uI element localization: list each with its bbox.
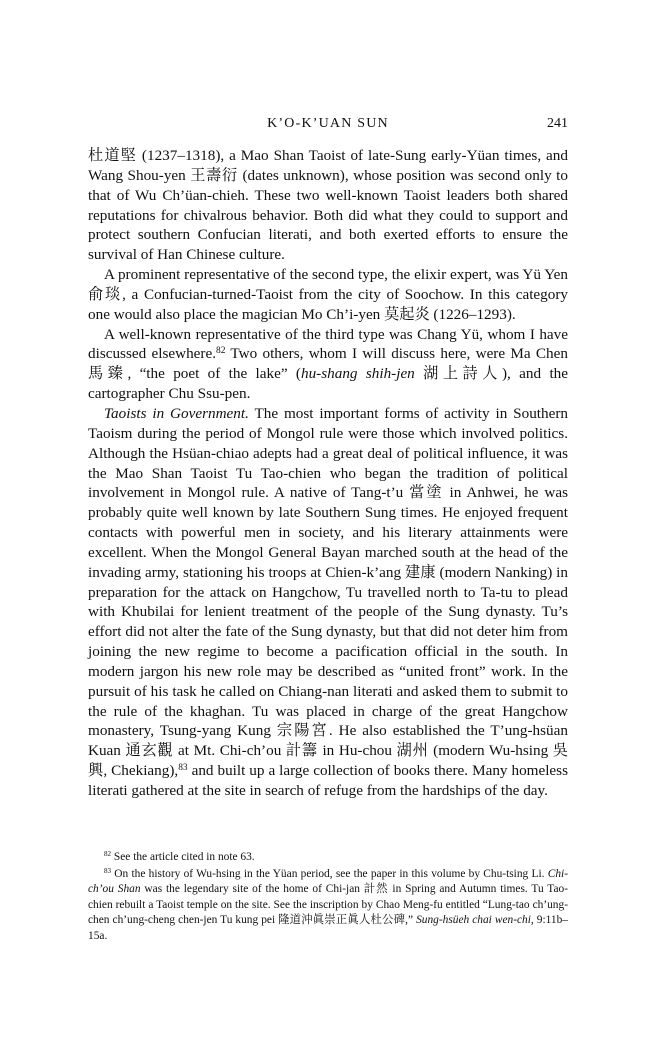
paragraph [88,265,568,325]
note-reference: 83 [178,762,188,773]
footnote [88,850,568,866]
text-run: On the history of Wu-hsing in the Yüan period, see the paper in this volume by Chu-tsing Li. [111,867,548,880]
italic-text: Taoists in Government. [104,404,249,422]
text-run: A well-known representative of the third type was Chang Yü, whom I have discussed elsewhere. [88,325,568,363]
note-reference: 82 [216,346,226,357]
running-head: K’O-K’UAN SUN [267,116,389,131]
text-run: The most important forms of activity in Southern Taoism during the period of Mongol rule were those which involved politics. Although the Hsüan-chiao adepts had a great deal of political influence, it was the Mao Shan Taoist Tu Tao-chien who began the tradition of political involvement in Mongol rule. A native of Tang-t’u 當塗 in Anhwei, he was probably quite well known by late Southern Sung times. He enjoyed frequent contacts with powerful men in society, and his literary attainments were excellent. When the Mongol General Bayan marched south at the head of the invading army, stationing his troops at Chien-k’ang 建康 (modern Nanking) in preparation for the attack on Hangchow, Tu travelled north to Ta-tu to plead with Khubilai for lenient treatment of the people of the Sung dynasty. Tu’s effort did not alter the fate of the Sung dynasty, but that did not deter him from joining the new regime to become a pacification official in the south. In modern jargon his new role may be described as “united front” work. In the pursuit of his task he called on Chiang-nan literati and asked them to submit to the rule of the khaghan. Tu was placed in charge of the great Hangchow monastery, Tsung-yang Kung 宗陽宮. He also established the T’ung-hsüan Kuan 通玄觀 at Mt. Chi-ch’ou 計籌 in Hu-chou 湖州 (modern Wu-hsing 吳興, Chekiang), [88,404,568,780]
text-run: and built up a large collection of books there. Many homeless literati gathered at the site in search of refuge from the hardships of the day. [88,762,568,799]
paragraph [88,325,568,404]
text-run: 湖上詩人), and the cartographer Chu Ssu-pen. [88,365,568,403]
text-run: was the legendary site of the home of Chi-jan 計然 in Spring and Autumn times. Tu Tao-chien rebuilt a Taoist temple on the site. See the inscription by Chao Meng-fu entitled “Lung-tao ch’ung-chen ch’ung-cheng chen-jen Tu kung pei 隆道沖眞崇正眞人杜公碑,” [88,883,568,927]
paragraph [88,146,568,265]
italic-text: Chi-ch’ou Shan [88,867,568,896]
paragraph [88,404,568,801]
text-run: Two others, whom I will discuss here, were Ma Chen 馬臻, “the poet of the lake” ( [88,345,568,383]
text-run: 9:11b–15a. [88,914,568,942]
footnote [88,867,568,945]
body-text [88,146,568,801]
note-reference: 83 [104,866,112,875]
page-header [88,116,568,136]
text-run: A prominent representative of the second type, the elixir expert, was Yü Yen 俞琰, a Confucian-turned-Taoist from the city of Soochow. In this category one would also place the magician Mo Ch’i-yen 莫起炎 (1226–1293). [88,266,568,323]
note-reference: 82 [104,850,112,859]
text-run: See the article cited in note 63. [111,851,255,863]
italic-text: hu-shang shih-jen [300,365,415,383]
page-number: 241 [547,116,568,131]
footnotes [88,850,568,945]
text-run: 杜道堅 (1237–1318), a Mao Shan Taoist of late-Sung early-Yüan times, and Wang Shou-yen 王壽衍 (dates unknown), whose position was second only to that of Wu Ch’üan-chieh. These two well-known Taoist leaders both shared reputations for chivalrous behavior. Both did what they could to support and protect southern Confucian literati, and both exerted efforts to ensure the survival of Han Chinese culture. [88,147,568,264]
italic-text: Sung-hsüeh chai wen-chi, [416,914,534,927]
